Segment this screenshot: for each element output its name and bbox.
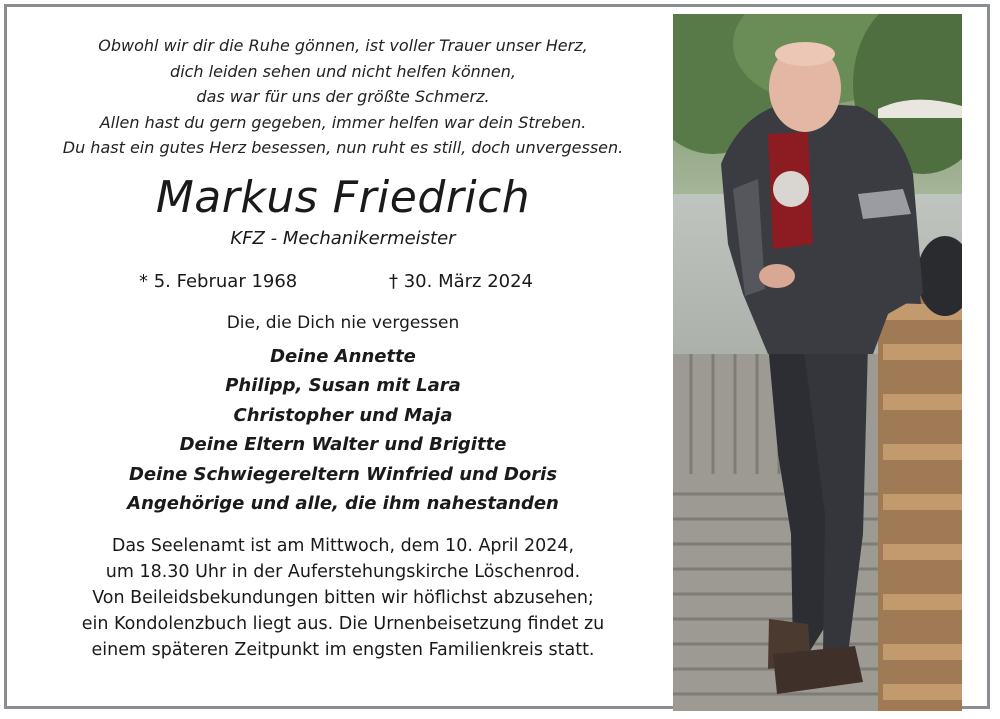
deceased-profession: KFZ - Mechanikermeister [230,227,456,249]
deceased-name: Markus Friedrich [155,171,531,223]
mourners-intro: Die, die Dich nie vergessen [226,312,460,333]
mourner-line: Christopher und Maja [233,404,453,426]
funeral-announcement [23,533,663,664]
mourner-line: Deine Eltern Walter und Brigitte [179,434,507,455]
poem-line: das war für uns der größte Schmerz. [196,87,490,106]
birth-date: * 5. Februar 1968 [139,270,298,292]
mourners-list [23,342,663,519]
mourner-line: Deine Annette [270,345,416,367]
poem-line: dich leiden sehen und nicht helfen können, [170,61,516,81]
mourner-line: Philipp, Susan mit Lara [225,375,461,396]
announcement-line: Von Beileidsbekundungen bitten wir höflichst abzusehen; [92,587,594,608]
announcement-line: ein Kondolenzbuch liegt aus. Die Urnenbeisetzung findet zu [81,614,605,635]
portrait-photo [673,14,962,711]
death-date: † 30. März 2024 [389,270,534,292]
poem-line: Obwohl wir dir die Ruhe gönnen, ist voller Trauer unser Herz, [98,36,588,55]
announcement-line: um 18.30 Uhr in der Auferstehungskirche Löschenrod. [105,561,581,582]
announcement-line: Das Seelenamt ist am Mittwoch, dem 10. April 2024, [111,535,575,556]
mourner-line: Angehörige und alle, die ihm nahestanden [127,493,559,514]
poem [23,33,663,161]
poem-line: Du hast ein gutes Herz besessen, nun ruht es still, doch unvergessen. [62,138,624,157]
announcement-line: einem späteren Zeitpunkt im engsten Familienkreis statt. [91,640,595,661]
mourner-line: Deine Schwiegereltern Winfried und Doris [128,463,558,485]
obituary-frame [4,4,990,709]
obituary-text-column [23,7,663,706]
poem-line: Allen hast du gern gegeben, immer helfen war dein Streben. [99,112,587,132]
life-dates [23,267,663,297]
